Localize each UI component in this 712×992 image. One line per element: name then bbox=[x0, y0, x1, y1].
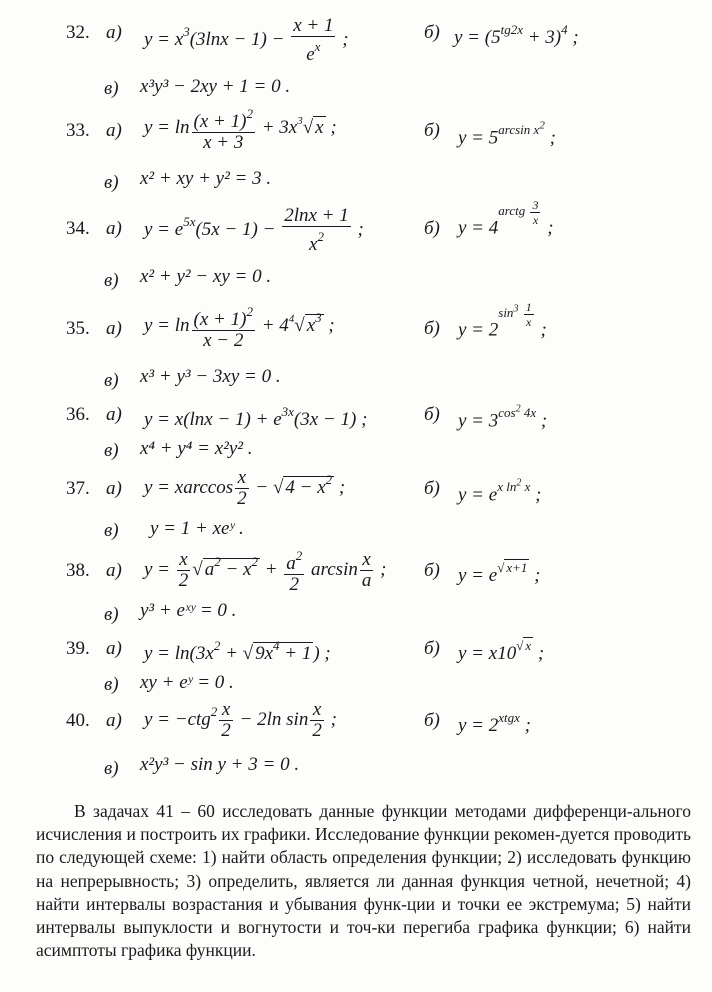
formula-a: $y = x^3(3\ln x - 1)$ − $\frac{x + 1}{e^x}$ ; bbox=[144, 15, 349, 65]
label-a: а) bbox=[106, 120, 122, 141]
label-v: в) bbox=[104, 370, 119, 391]
formula-b: $y = x10^{√ x}$ ; bbox=[458, 638, 545, 664]
task-instructions-paragraph: В задачах 41 – 60 исследовать данные функции методами дифференци-ального исчисления и построить их графики. Исследование функции рекомен-дуется проводить по следующей схеме: 1) найти область определения функции; 2) исследовать функцию на непрерывность; 3) определить, является ли данная функция четной, нечетной; 4) найти интервалы возрастания и убывания функ-ции и точки ее экстремума; 5) найти интервалы выпуклости и вогнутости и точ-ки перегиба графика функции; 6) найти асимптоты графика функции. bbox=[36, 801, 691, 961]
formula-a: y = −ctg$^2$ $\frac{x}{2}$ − 2ln sin $\frac{x}{2}$ ; bbox=[144, 699, 337, 741]
label-a: а) bbox=[106, 318, 122, 339]
label-b: б) bbox=[424, 120, 440, 141]
problem-number: 35. bbox=[66, 318, 90, 339]
label-a: а) bbox=[106, 638, 122, 659]
label-b: б) bbox=[424, 22, 440, 43]
formula-a: y = ln $\frac{(x + 1)^2}{x - 2}$ + $4^4√$ $x^3$ ; bbox=[144, 304, 335, 351]
label-v: в) bbox=[104, 172, 119, 193]
formula-a: y = ln $\frac{(x + 1)^2}{x + 3}$ + $3x^3√$ x ; bbox=[144, 106, 337, 153]
label-b: б) bbox=[424, 638, 440, 659]
formula-b: $y = e^{x ln^2 x}$ ; bbox=[458, 478, 542, 506]
label-a: а) bbox=[106, 218, 122, 239]
problem-number: 39. bbox=[66, 638, 90, 659]
label-a: а) bbox=[106, 22, 122, 43]
label-b: б) bbox=[424, 710, 440, 731]
problem-number: 37. bbox=[66, 478, 90, 499]
formula-b: $y = 5^{arcsin x^2}$ ; bbox=[458, 120, 556, 149]
formula-a: $y = e^{5x}(5x - 1)$ − $\frac{2\ln x + 1}{x^2}$ ; bbox=[144, 205, 364, 255]
formula-a: y = xarccos $\frac{x}{2}$ − √ $4 - x^2$ ; bbox=[144, 467, 346, 509]
formula-v: x³ + y³ − 3xy = 0 . bbox=[140, 366, 281, 387]
label-a: а) bbox=[106, 710, 122, 731]
formula-a: $y = \ln(3x^2$ + √ $9x^4 + 1$ ) ; bbox=[144, 638, 331, 664]
label-b: б) bbox=[424, 560, 440, 581]
problem-number: 38. bbox=[66, 560, 90, 581]
label-v: в) bbox=[104, 440, 119, 461]
label-v: в) bbox=[104, 270, 119, 291]
formula-v: x² + y² − xy = 0 . bbox=[140, 266, 272, 287]
problem-number: 33. bbox=[66, 120, 90, 141]
problem-number: 32. bbox=[66, 22, 90, 43]
formula-b: $y = e^{√ x+1}$ ; bbox=[458, 560, 541, 586]
label-v: в) bbox=[104, 78, 119, 99]
label-b: б) bbox=[424, 478, 440, 499]
label-b: б) bbox=[424, 404, 440, 425]
formula-v: x⁴ + y⁴ = x²y² . bbox=[140, 438, 253, 459]
problem-number: 36. bbox=[66, 404, 90, 425]
problem-number: 34. bbox=[66, 218, 90, 239]
formula-b: $y = 2^{sin^3 \frac{1}{x}}$ ; bbox=[458, 300, 547, 341]
formula-b: $y = (5^{tg2x} + 3)^4$ ; bbox=[454, 22, 579, 48]
label-v: в) bbox=[104, 604, 119, 625]
formula-a: y = $\frac{x}{2}$ √ $a^2 - x^2$ + $\frac{a^2}{2}$ arcsin $\frac{x}{a}$ ; bbox=[144, 548, 387, 595]
label-v: в) bbox=[104, 674, 119, 695]
formula-b: $y = 3^{cos^2 4x}$ ; bbox=[458, 404, 548, 432]
formula-b: $y = 2^{xtgx}$ ; bbox=[458, 710, 531, 736]
label-b: б) bbox=[424, 318, 440, 339]
label-b: б) bbox=[424, 218, 440, 239]
label-a: а) bbox=[106, 404, 122, 425]
formula-v: y = 1 + xeʸ . bbox=[150, 518, 244, 539]
formula-v: y³ + eˣʸ = 0 . bbox=[140, 600, 237, 621]
label-v: в) bbox=[104, 758, 119, 779]
formula-a: $y = x(\ln x - 1) + e^{3x}(3x - 1)$ ; bbox=[144, 404, 368, 430]
label-a: а) bbox=[106, 560, 122, 581]
formula-v: x² + xy + y² = 3 . bbox=[140, 168, 272, 189]
formula-v: xy + eʸ = 0 . bbox=[140, 672, 234, 693]
label-a: а) bbox=[106, 478, 122, 499]
problem-number: 40. bbox=[66, 710, 90, 731]
formula-b: $y = 4^{arctg \frac{3}{x}}$ ; bbox=[458, 198, 554, 239]
label-v: в) bbox=[104, 520, 119, 541]
formula-v: x³y³ − 2xy + 1 = 0 . bbox=[140, 76, 291, 97]
formula-v: x²y³ − sin y + 3 = 0 . bbox=[140, 754, 300, 775]
